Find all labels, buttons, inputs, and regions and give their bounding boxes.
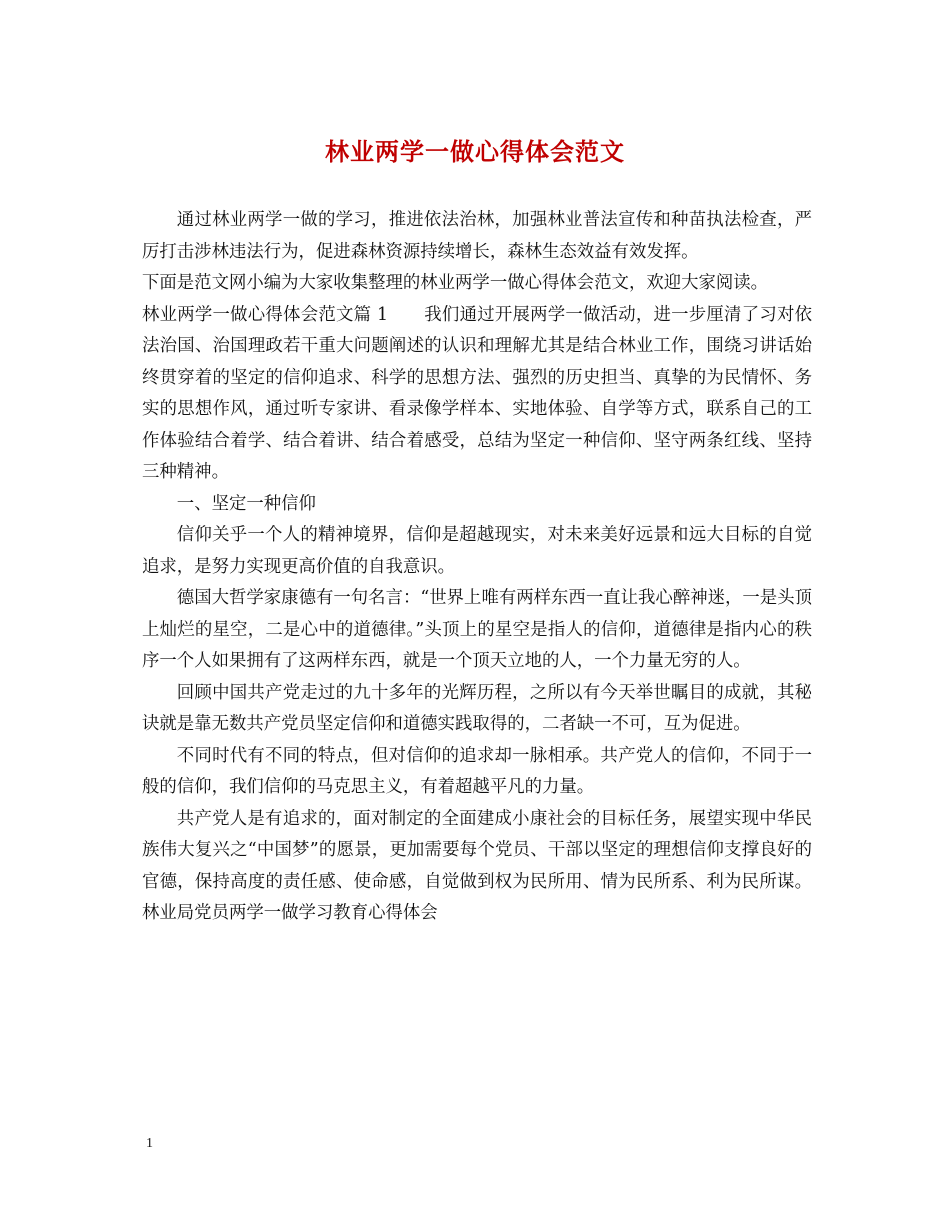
paragraph-4: 不同时代有不同的特点，但对信仰的追求却一脉相承。共产党人的信仰，不同于一般的信仰，我们信仰的马克思主义，有着超越平凡的力量。 bbox=[142, 745, 812, 797]
section-heading: 一、坚定一种信仰 bbox=[176, 493, 316, 514]
paragraph-2: 德国大哲学家康德有一句名言：“世界上唯有两样东西一直让我心醉神迷，一是头顶上灿烂的星空，二是心中的道德律。”头顶上的星空是指人的信仰，道德律是指内心的秩序一个人如果拥有了这两样东西，就是一个顶天立地的人，一个力量无穷的人。 bbox=[142, 588, 812, 671]
intro-paragraph bbox=[142, 205, 812, 268]
document-title: 林业两学一做心得体会范文 bbox=[325, 137, 625, 166]
paragraph-3: 回顾中国共产党走过的九十多年的光辉历程，之所以有今天举世瞩目的成就，其秘诀就是靠无数共产党员坚定信仰和道德实践取得的，二者缺一不可，互为促进。 bbox=[142, 682, 812, 734]
intro-text: 通过林业两学一做的学习，推进依法治林，加强林业普法宣传和种苗执法检查，严厉打击涉林违法行为，促进森林资源持续增长，森林生态效益有效发挥。 bbox=[142, 210, 812, 262]
paragraph-1: 信仰关乎一个人的精神境界，信仰是超越现实，对未来美好远景和远大目标的自觉追求，是努力实现更高价值的自我意识。 bbox=[142, 525, 812, 577]
article-label: 林业两学一做心得体会范文篇 1 bbox=[142, 304, 389, 325]
article-lead-paragraph bbox=[142, 300, 812, 489]
article-lead-text: 我们通过开展两学一做活动，进一步厘清了习对依法治国、治国理政若干重大问题阐述的认识和理解尤其是结合林业工作，围绕习讲话始终贯穿着的坚定的信仰追求、科学的思想方法、强烈的历史担当、真挚的为民情怀、务实的思想作风，通过听专家讲、看录像学样本、实地体验、自学等方式，联系自己的工作体验结合着学、结合着讲、结合着感受，总结为坚定一种信仰、坚守两条红线、坚持三种精神。 bbox=[142, 304, 812, 482]
page-number: 1 bbox=[146, 1136, 153, 1151]
paragraph-5: 共产党人是有追求的，面对制定的全面建成小康社会的目标任务，展望实现中华民族伟大复兴之“中国梦”的愿景，更加需要每个党员、干部以坚定的理想信仰支撑良好的官德，保持高度的责任感、使命感，自觉做到权为民所用、情为民所系、利为民所谋。林业局党员两学一做学习教育心得体会 bbox=[142, 808, 812, 923]
intro-continuation: 下面是范文网小编为大家收集整理的林业两学一做心得体会范文，欢迎大家阅读。 bbox=[142, 273, 769, 293]
document-body bbox=[142, 205, 812, 930]
